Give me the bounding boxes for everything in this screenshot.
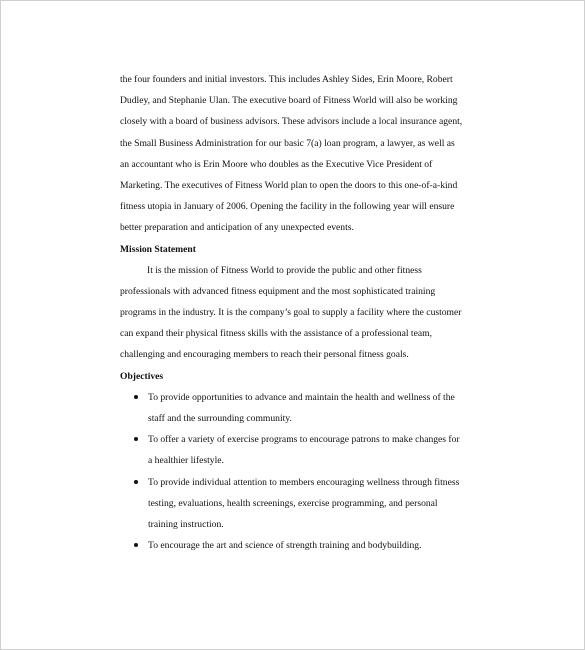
bullet-icon — [134, 395, 138, 399]
intro-line: fitness utopia in January of 2006. Opening the facility in the following year will ensure — [120, 201, 455, 213]
list-item — [120, 429, 460, 471]
intro-line: Dudley, and Stephanie Ulan. The executive board of Fitness World will also be working — [120, 95, 458, 107]
list-item-line: a healthier lifestyle. — [148, 455, 224, 467]
bullet-icon — [134, 437, 138, 441]
list-item-line: To provide individual attention to members encouraging wellness through fitness — [148, 476, 460, 488]
mission-line: can expand their physical fitness skills with the assistance of a professional team, — [120, 328, 432, 340]
list-item — [120, 535, 460, 556]
mission-line: challenging and encouraging members to reach their personal fitness goals. — [120, 349, 409, 361]
intro-line: better preparation and anticipation of any unexpected events. — [120, 222, 354, 234]
list-item-line: staff and the surrounding community. — [148, 413, 292, 424]
mission-heading: Mission Statement — [120, 243, 196, 255]
intro-line: the Small Business Administration for our basic 7(a) loan program, a lawyer, as well as — [120, 137, 455, 149]
page-content — [120, 69, 463, 556]
bullet-icon — [134, 480, 138, 484]
objectives-heading: Objectives — [120, 370, 164, 382]
list-item-line: To encourage the art and science of strength training and bodybuilding. — [148, 540, 422, 552]
list-item-line: To offer a variety of exercise programs to encourage patrons to make changes for — [148, 434, 460, 446]
list-item-line: training instruction. — [148, 518, 224, 530]
mission-line: programs in the industry. It is the company’s goal to supply a facility where the customer — [120, 307, 462, 319]
intro-line: closely with a board of business advisors. These advisors include a local insurance agent, — [120, 116, 463, 128]
intro-line: an accountant who is Erin Moore who doubles as the Executive Vice President of — [120, 158, 433, 170]
intro-line: Marketing. The executives of Fitness World plan to open the doors to this one-of-a-kind — [120, 179, 458, 191]
list-item-line: To provide opportunities to advance and maintain the health and wellness of the — [148, 391, 455, 403]
objectives-list — [120, 387, 460, 557]
mission-line: professionals with advanced fitness equipment and the most sophisticated training — [120, 285, 436, 297]
list-item — [120, 472, 460, 536]
list-item-line: testing, evaluations, health screenings, exercise programming, and personal — [148, 497, 438, 509]
mission-line: It is the mission of Fitness World to provide the public and other fitness — [147, 264, 422, 276]
bullet-icon — [134, 543, 138, 547]
intro-line: the four founders and initial investors. This includes Ashley Sides, Erin Moore, Robert — [120, 74, 453, 85]
list-item — [120, 387, 460, 429]
